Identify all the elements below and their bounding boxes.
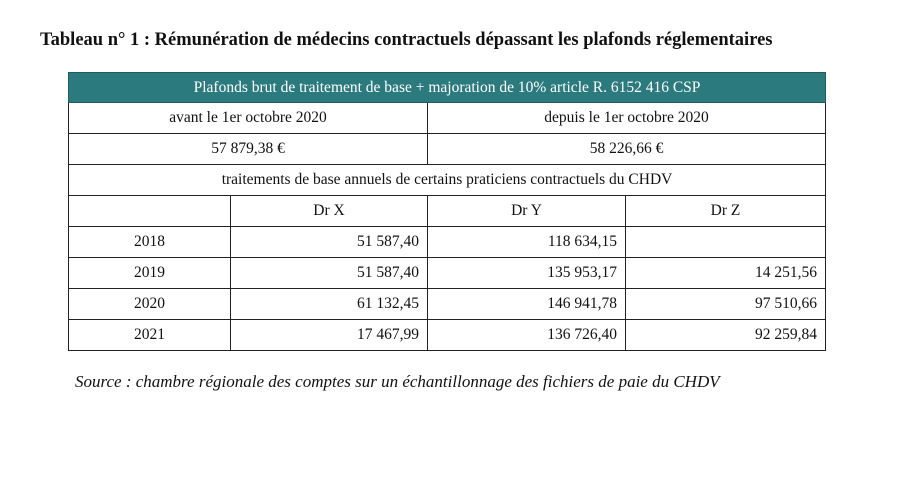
ceiling-header: Plafonds brut de traitement de base + majoration de 10% article R. 6152 416 CSP — [69, 73, 826, 103]
table-row — [69, 227, 826, 258]
ceiling-before-value: 57 879,38 € — [69, 134, 428, 165]
column-header-row — [69, 196, 826, 227]
cell-dr-z — [626, 227, 826, 258]
cell-dr-x: 51 587,40 — [231, 227, 428, 258]
ceiling-after-value: 58 226,66 € — [428, 134, 826, 165]
salaries-subheader: traitements de base annuels de certains praticiens contractuels du CHDV — [69, 165, 826, 196]
row-year: 2018 — [69, 227, 231, 258]
remuneration-table — [68, 72, 826, 351]
ceiling-period-row — [69, 103, 826, 134]
cell-dr-z: 14 251,56 — [626, 258, 826, 289]
column-header-dr-z: Dr Z — [626, 196, 826, 227]
cell-dr-x: 17 467,99 — [231, 320, 428, 351]
cell-dr-x: 61 132,45 — [231, 289, 428, 320]
table-row — [69, 289, 826, 320]
cell-dr-y: 146 941,78 — [428, 289, 626, 320]
subheader-row — [69, 165, 826, 196]
column-header-dr-y: Dr Y — [428, 196, 626, 227]
row-year: 2020 — [69, 289, 231, 320]
column-header-dr-x: Dr X — [231, 196, 428, 227]
table-header-row — [69, 73, 826, 103]
cell-dr-y: 135 953,17 — [428, 258, 626, 289]
cell-dr-z: 97 510,66 — [626, 289, 826, 320]
table-row — [69, 258, 826, 289]
ceiling-after-label: depuis le 1er octobre 2020 — [428, 103, 826, 134]
ceiling-before-label: avant le 1er octobre 2020 — [69, 103, 428, 134]
table-title: Tableau n° 1 : Rémunération de médecins contractuels dépassant les plafonds réglementaires — [40, 30, 773, 50]
cell-dr-y: 118 634,15 — [428, 227, 626, 258]
row-year: 2021 — [69, 320, 231, 351]
column-header-year — [69, 196, 231, 227]
cell-dr-y: 136 726,40 — [428, 320, 626, 351]
row-year: 2019 — [69, 258, 231, 289]
cell-dr-x: 51 587,40 — [231, 258, 428, 289]
cell-dr-z: 92 259,84 — [626, 320, 826, 351]
table-row — [69, 320, 826, 351]
ceiling-value-row — [69, 134, 826, 165]
source-note: Source : chambre régionale des comptes sur un échantillonnage des fichiers de paie du CHDV — [75, 372, 720, 391]
